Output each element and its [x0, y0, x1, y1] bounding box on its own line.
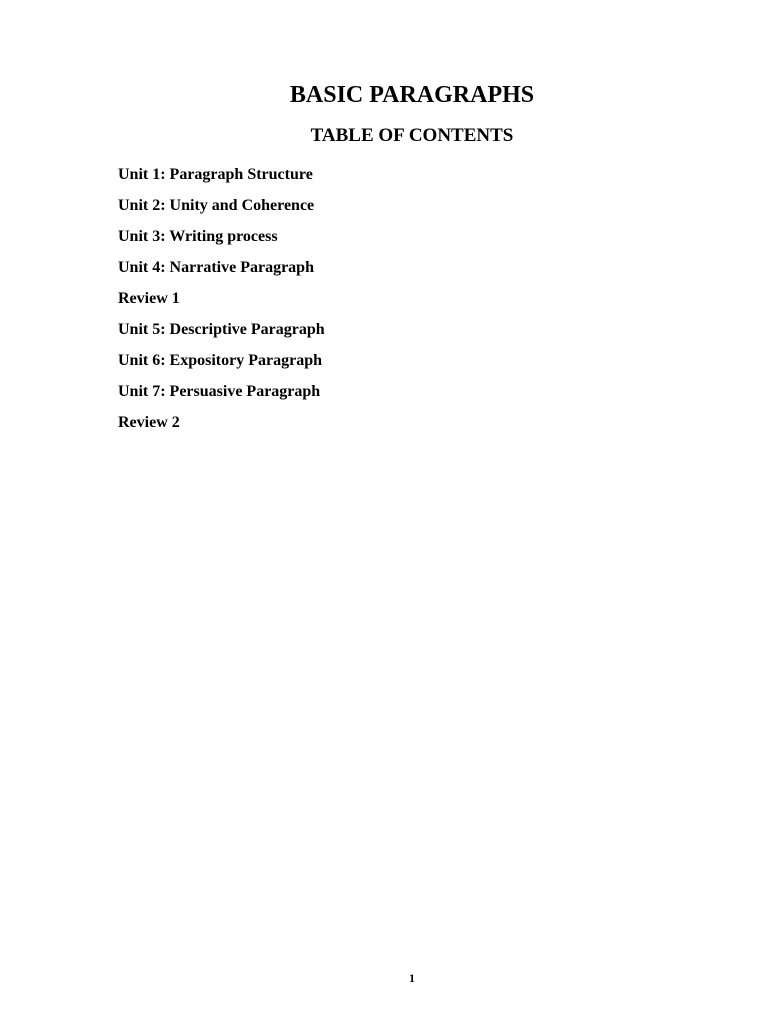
toc-item-unit-6[interactable]: Unit 6: Expository Paragraph — [118, 352, 322, 369]
toc-item-unit-2[interactable]: Unit 2: Unity and Coherence — [118, 197, 315, 214]
toc-heading: TABLE OF CONTENTS — [310, 125, 514, 146]
toc-item-review-1[interactable]: Review 1 — [118, 290, 180, 307]
toc-item-unit-4[interactable]: Unit 4: Narrative Paragraph — [118, 259, 314, 276]
document-title: BASIC PARAGRAPHS — [289, 82, 535, 108]
toc-item-unit-1[interactable]: Unit 1: Paragraph Structure — [118, 166, 313, 183]
toc-item-review-2[interactable]: Review 2 — [118, 414, 180, 431]
toc-item-unit-5[interactable]: Unit 5: Descriptive Paragraph — [118, 321, 325, 338]
page-number: 1 — [409, 971, 415, 985]
toc-list — [118, 159, 325, 438]
toc-item-unit-3[interactable]: Unit 3: Writing process — [118, 228, 278, 245]
toc-item-unit-7[interactable]: Unit 7: Persuasive Paragraph — [118, 383, 321, 400]
